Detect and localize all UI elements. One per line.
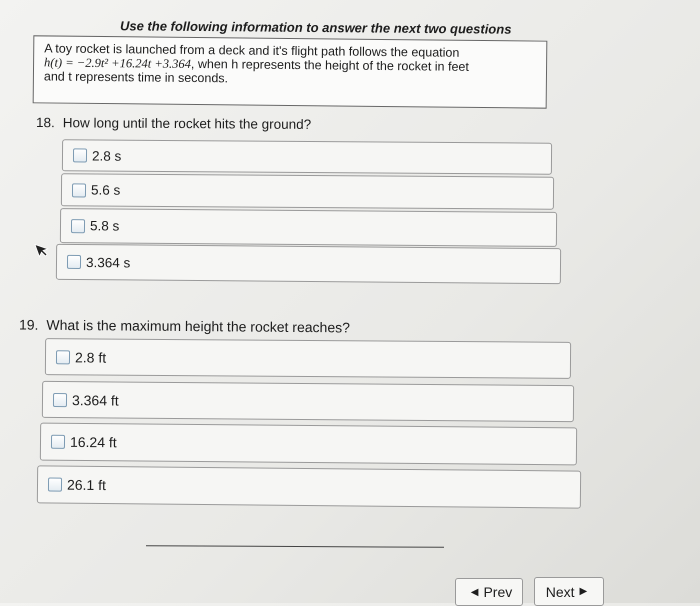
mouse-pointer-icon	[34, 239, 53, 259]
option-label: 26.1 ft	[66, 476, 107, 494]
question-number: 18.	[35, 115, 55, 131]
option-label: 5.6 s	[90, 182, 121, 198]
checkbox-icon[interactable]	[56, 350, 70, 364]
info-line-3: and t represents time in seconds.	[43, 69, 229, 86]
prev-label: Prev	[483, 584, 513, 600]
answer-option[interactable]	[45, 338, 571, 379]
prev-button[interactable]	[455, 578, 523, 606]
equation: h(t) = −2.9t² +16.24t +3.364	[44, 55, 192, 71]
answer-option[interactable]	[61, 173, 554, 209]
divider	[146, 545, 444, 548]
option-label: 16.24 ft	[69, 433, 117, 451]
question-number: 19.	[18, 316, 39, 333]
info-line-2-rest: , when h represents the height of the rocket in feet	[190, 56, 469, 74]
answer-option[interactable]	[40, 423, 577, 466]
option-label: 2.8 ft	[74, 348, 107, 366]
option-label: 3.364 s	[85, 254, 131, 270]
answer-option[interactable]	[42, 381, 574, 422]
checkbox-icon[interactable]	[53, 392, 67, 406]
checkbox-icon[interactable]	[51, 435, 65, 449]
triangle-left-icon: ◀	[470, 586, 479, 598]
question-prompt: How long until the rocket hits the ground?	[62, 115, 312, 132]
option-label: 2.8 s	[91, 147, 122, 164]
info-line-1: A toy rocket is launched from a deck and it's flight path follows the equation	[44, 41, 460, 60]
checkbox-icon[interactable]	[67, 255, 81, 269]
answer-option[interactable]	[37, 465, 581, 508]
question-19	[19, 317, 350, 336]
next-label: Next	[545, 583, 575, 600]
instructions-heading: Use the following information to answer the next two questions	[119, 18, 512, 37]
checkbox-icon[interactable]	[73, 148, 87, 162]
answer-option[interactable]	[60, 208, 557, 247]
checkbox-icon[interactable]	[71, 219, 85, 233]
question-prompt: What is the maximum height the rocket reaches?	[46, 316, 351, 336]
answer-option[interactable]	[56, 244, 561, 284]
next-button[interactable]	[534, 577, 604, 606]
answer-option[interactable]	[62, 139, 552, 174]
problem-info-box	[33, 35, 548, 108]
checkbox-icon[interactable]	[72, 183, 86, 197]
triangle-right-icon: ▶	[579, 586, 588, 597]
question-18	[36, 115, 311, 132]
option-label: 5.8 s	[89, 218, 120, 234]
option-label: 3.364 ft	[71, 391, 119, 409]
checkbox-icon[interactable]	[48, 477, 62, 491]
